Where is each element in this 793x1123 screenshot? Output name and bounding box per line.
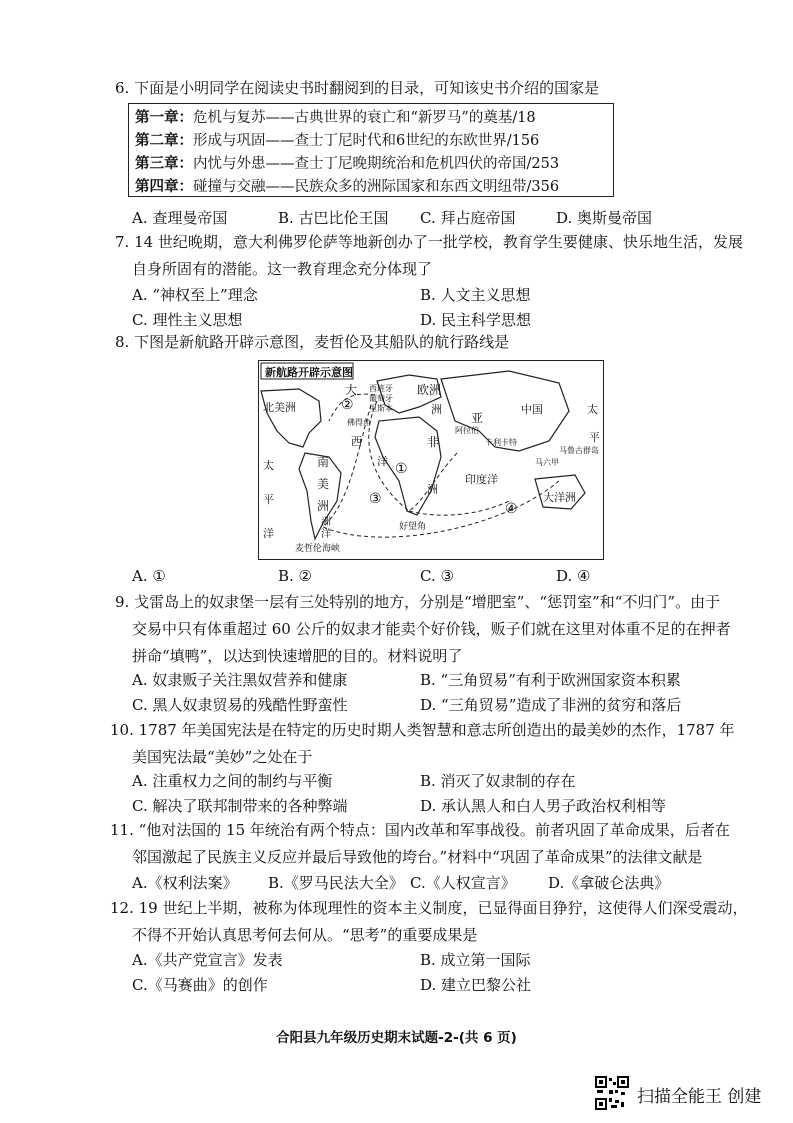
page-footer: 合阳县九年级历史期末试题-2-(共 6 页) <box>276 1030 517 1046</box>
map-label: 北美洲 <box>263 401 296 414</box>
map-label: 好望角 <box>399 522 427 532</box>
q8-option-d[interactable]: D. ④ <box>556 567 591 585</box>
q7-line-1: 7. 14 世纪晚期，意大利佛罗伦萨等地新创办了一批学校，教育学生要健康、快乐地生活，发展 <box>115 233 743 251</box>
q10-line-1: 10. 1787 年美国宪法是在特定的历史时期人类智慧和意志所创造出的最美妙的杰作，1787 年 <box>110 721 735 739</box>
q7-option-b[interactable]: B. 人文主义思想 <box>420 286 531 304</box>
map-label: 平 <box>589 431 600 444</box>
map-label: 西 <box>351 435 362 448</box>
map-label: 马六甲 <box>535 458 559 467</box>
map-label: 太 <box>263 459 274 472</box>
map-label: 里斯本 <box>369 404 393 413</box>
map-label: 洲 <box>431 403 442 416</box>
q12-option-a[interactable]: A.《共产党宣言》发表 <box>132 951 283 969</box>
q10-option-d[interactable]: D. 承认黑人和白人男子政治权利相等 <box>420 797 667 815</box>
q6-option-d[interactable]: D. 奥斯曼帝国 <box>556 209 653 227</box>
map-label: 洲 <box>317 499 330 513</box>
map-label: 佛得角 <box>347 418 371 427</box>
q7-line-2: 自身所固有的潜能。这一教育理念充分体现了 <box>132 260 433 278</box>
scanner-brand-text: 扫描全能王 创建 <box>637 1087 762 1107</box>
toc-chapter: 第四章： <box>135 179 193 195</box>
scanner-watermark <box>595 1076 775 1110</box>
q12-option-c[interactable]: C.《马赛曲》的创作 <box>132 976 268 994</box>
q11-line-1: 11. “他对法国的 15 年统治有两个特点：国内改革和军事战役。前者巩固了革命成果，后者在 <box>110 821 730 839</box>
map-label: 美 <box>317 477 330 491</box>
map-label: 太 <box>587 403 598 416</box>
q8-option-c[interactable]: C. ③ <box>420 567 454 585</box>
q8-stem: 8. 下图是新航路开辟示意图，麦哲伦及其船队的航行路线是 <box>115 333 510 351</box>
map-label: 欧洲 <box>417 383 442 397</box>
q12-line-1: 12. 19 世纪上半期，被称为体现理性的资本主义制度，已显得面目狰狞，这使得人们深受震动， <box>110 899 748 917</box>
map-label: 南 <box>317 455 330 469</box>
new-sea-routes-map <box>258 360 604 560</box>
q6-stem: 6. 下面是小明同学在阅读史书时翻阅到的目录，可知该史书介绍的国家是 <box>115 79 600 97</box>
q11-option-b[interactable]: B.《罗马民法大全》 <box>268 874 404 892</box>
q7-option-a[interactable]: A. “神权至上”理念 <box>132 286 258 304</box>
q11-line-2: 邻国激起了民族主义反应并最后导致他的垮台。”材料中“巩固了革命成果”的法律文献是 <box>132 848 703 866</box>
toc-chapter: 第二章： <box>135 133 193 149</box>
map-label: 印度洋 <box>465 473 498 486</box>
q6-option-b[interactable]: B. 古巴比伦王国 <box>278 209 389 227</box>
map-label: 大洋洲 <box>543 491 576 504</box>
q12-option-b[interactable]: B. 成立第一国际 <box>420 951 531 969</box>
q11-option-d[interactable]: D.《拿破仑法典》 <box>548 874 670 892</box>
q9-option-c[interactable]: C. 黑人奴隶贸易的残酷性野蛮性 <box>132 696 348 714</box>
q12-line-2: 不得不开始认真思考何去何从。“思考”的重要成果是 <box>132 926 478 944</box>
toc-text: 碰撞与交融——民族众多的洲际国家和东西文明纽带/356 <box>193 179 560 195</box>
map-label: 洲 <box>321 517 331 528</box>
q6-table-of-contents <box>128 103 614 197</box>
map-label: 大 <box>345 383 358 397</box>
map-label: 葡萄牙 <box>369 394 393 403</box>
q6-option-a[interactable]: A. 查理曼帝国 <box>132 209 228 227</box>
toc-text: 形成与巩固——查士丁尼时代和6世纪的东欧世界/156 <box>193 133 540 149</box>
toc-row <box>135 152 559 173</box>
qr-code-icon <box>595 1076 629 1110</box>
q9-option-b[interactable]: B. “三角贸易”有利于欧洲国家资本积累 <box>420 671 681 689</box>
q7-option-c[interactable]: C. 理性主义思想 <box>132 311 243 329</box>
q10-line-2: 美国宪法最“美妙”之处在于 <box>132 748 313 766</box>
map-label: 洋 <box>321 529 331 540</box>
map-label: 平 <box>263 493 274 506</box>
map-label: 马鲁古群岛 <box>559 446 599 455</box>
q11-option-a[interactable]: A.《权利法案》 <box>132 874 238 892</box>
q10-option-c[interactable]: C. 解决了联邦制带来的各种弊端 <box>132 797 348 815</box>
q9-line-3: 拼命“填鸭”，以达到快速增肥的目的。材料说明了 <box>132 647 463 665</box>
route-2-marker: ② <box>341 397 354 413</box>
q10-option-a[interactable]: A. 注重权力之间的制约与平衡 <box>132 772 333 790</box>
q6-option-c[interactable]: C. 拜占庭帝国 <box>420 209 516 227</box>
map-label: 洋 <box>377 455 388 468</box>
map-label: 西班牙 <box>369 384 393 393</box>
map-label: 亚 <box>471 411 484 425</box>
map-label: 卡利卡特 <box>485 438 517 447</box>
route-1-marker: ① <box>395 461 408 477</box>
map-label: 洲 <box>427 483 438 496</box>
q7-option-d[interactable]: D. 民主科学思想 <box>420 311 532 329</box>
q8-option-a[interactable]: A. ① <box>132 567 166 585</box>
north-america-shape <box>261 389 321 447</box>
q9-line-2: 交易中只有体重超过 60 公斤的奴隶才能卖个好价钱，贩子们就在这里对体重不足的在押者 <box>132 620 731 638</box>
q8-option-b[interactable]: B. ② <box>278 567 313 585</box>
route-3-marker: ③ <box>369 491 382 507</box>
map-label: 中国 <box>521 403 543 416</box>
q9-option-d[interactable]: D. “三角贸易”造成了非洲的贫穷和落后 <box>420 696 682 714</box>
q11-option-c[interactable]: C.《人权宣言》 <box>410 874 516 892</box>
toc-row <box>135 106 536 127</box>
map-title: 新航路开辟示意图 <box>265 366 353 379</box>
toc-chapter: 第三章： <box>135 156 193 172</box>
map-label: 非 <box>427 435 440 449</box>
map-label: 麦哲伦海峡 <box>295 544 341 554</box>
toc-text: 危机与复苏——古典世界的衰亡和“新罗马”的奠基/18 <box>193 110 536 126</box>
route-4-marker: ④ <box>505 501 518 517</box>
toc-text: 内忧与外患——查士丁尼晚期统治和危机四伏的帝国/253 <box>193 156 560 172</box>
q9-line-1: 9. 戈雷岛上的奴隶堡一层有三处特别的地方，分别是“增肥室”、“惩罚室”和“不归门”。由于 <box>115 593 721 611</box>
q9-option-a[interactable]: A. 奴隶贩子关注黑奴营养和健康 <box>132 671 348 689</box>
toc-row <box>135 175 559 196</box>
toc-chapter: 第一章： <box>135 110 193 126</box>
q10-option-b[interactable]: B. 消灭了奴隶制的存在 <box>420 772 576 790</box>
map-label: 阿拉伯 <box>455 426 479 435</box>
q12-option-d[interactable]: D. 建立巴黎公社 <box>420 976 532 994</box>
map-label: 洋 <box>263 527 274 540</box>
toc-row <box>135 129 539 150</box>
